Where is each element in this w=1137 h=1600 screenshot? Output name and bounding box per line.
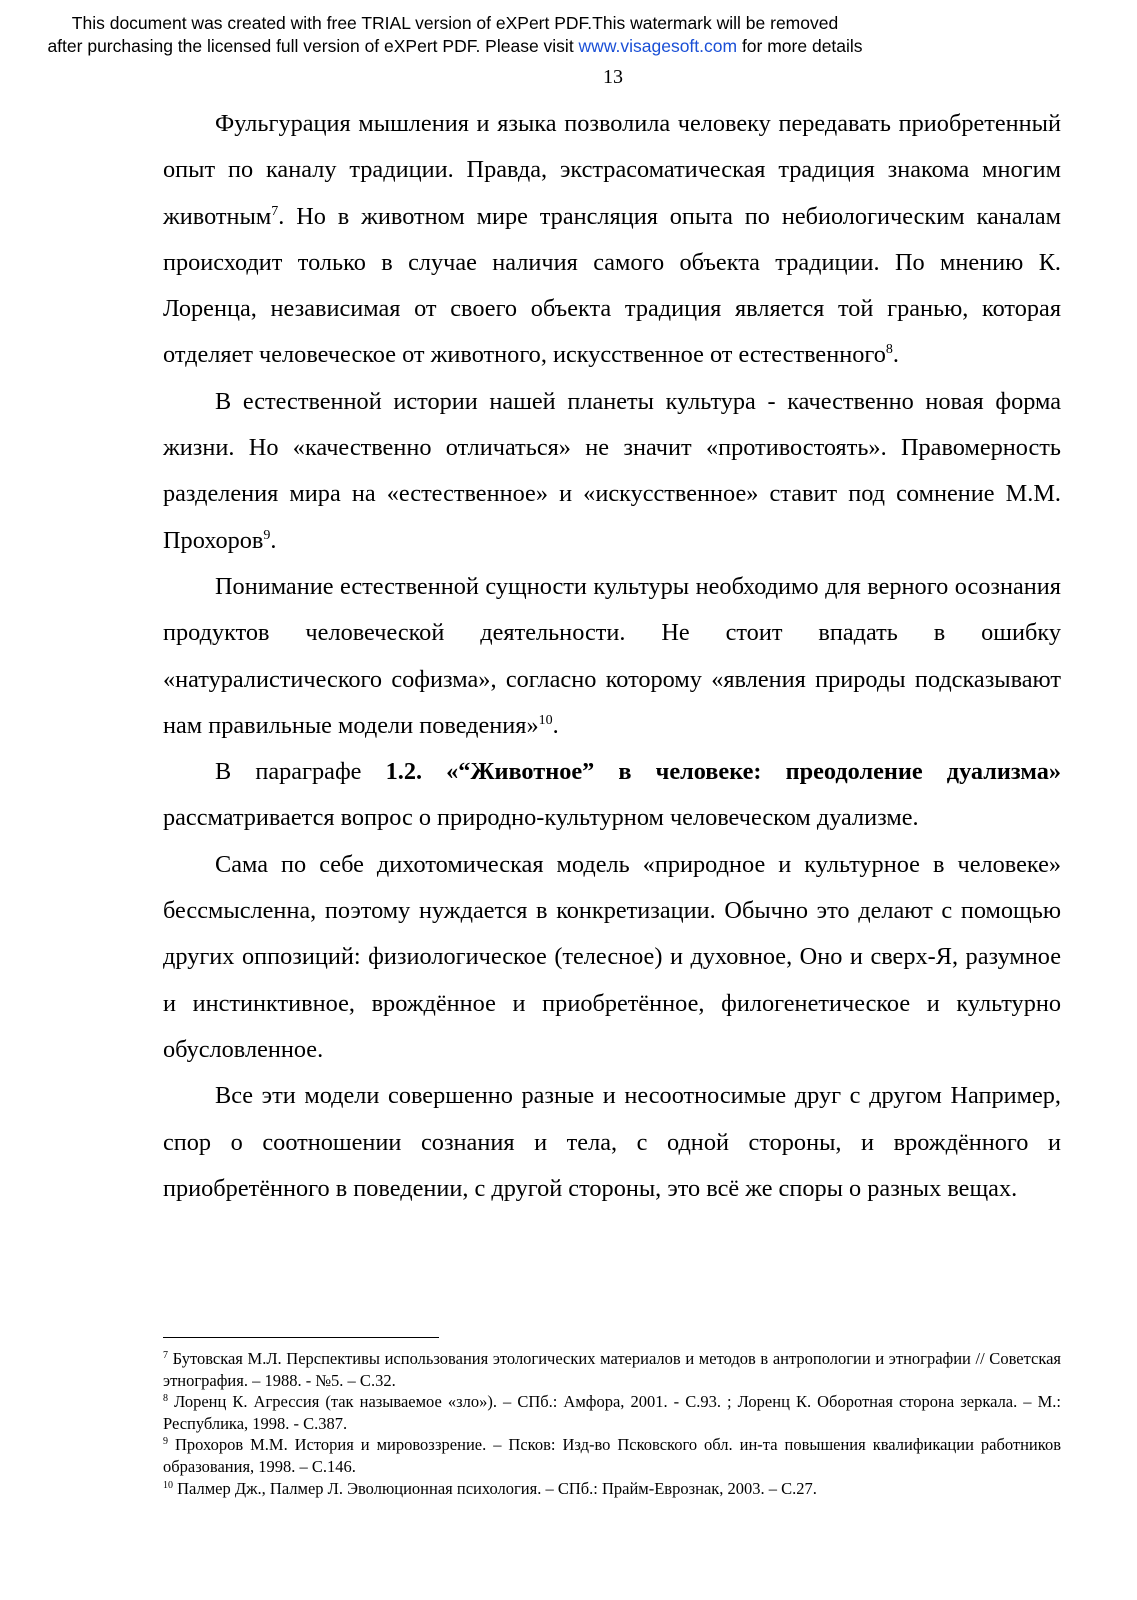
- section-reference-bold: 1.2. «“Животное” в человеке: преодоление дуализма»: [385, 758, 1061, 786]
- footnote-text: Палмер Дж., Палмер Л. Эволюционная психология. – СПб.: Прайм-Еврознак, 2003. – С.27.: [173, 1478, 817, 1498]
- footnote-text: Бутовская М.Л. Перспективы использования этологических материалов и методов в антропологии и этнографии // Советская этнография. – 1988. - №5. – С.32.: [163, 1349, 1061, 1390]
- footnote-item: [163, 1434, 1061, 1477]
- trial-watermark: [0, 12, 910, 58]
- footnote-number: 10: [163, 1479, 173, 1491]
- paragraph-6: Все эти модели совершенно разные и несоотносимые друг с другом Например, спор о соотношении сознания и тела, с одной стороны, и врождённого и приобретённого в поведении, с другой стороны, это всё же споры о разных вещах.: [163, 1082, 1061, 1202]
- footnote-ref-10: 10: [538, 712, 553, 728]
- footnote-number: 8: [163, 1393, 168, 1405]
- body-text: [163, 101, 1061, 1212]
- footnotes: [163, 1348, 1061, 1499]
- paragraph-3-text-b: .: [552, 711, 559, 739]
- paragraph-2: [163, 379, 1061, 564]
- paragraph-5: Сама по себе дихотомическая модель «природное и культурное в человеке» бессмысленна, поэтому нуждается в конкретизации. Обычно это делают с помощью других оппозиций: физиологическое (телесное) и духовное, Оно и сверх-Я, разумное и инстинктивное, врождённое и приобретённое, филогенетическое и культурно обусловленное.: [163, 850, 1061, 1063]
- watermark-line-1: This document was created with free TRIAL version of eXPert PDF.This watermark will be removed: [71, 13, 839, 33]
- footnote-item: [163, 1478, 1061, 1500]
- footnote-ref-9: 9: [263, 527, 271, 543]
- footnote-number: 9: [163, 1436, 168, 1448]
- footnote-ref-7: 7: [271, 203, 279, 219]
- paragraph-4: [163, 749, 1061, 842]
- watermark-line-2-prefix: after purchasing the licensed full version of eXPert PDF. Please visit: [47, 36, 579, 56]
- paragraph-1-text-b: . Но в животном мире трансляция опыта по небиологическим каналам происходит только в случае наличия самого объекта традиции. По мнению К. Лоренца, независимая от своего объекта традиция является той гранью, которая отделяет человеческое от животного, искусственное от естественного: [163, 202, 1061, 369]
- watermark-line-2: [0, 35, 910, 58]
- footnote-text: Лоренц К. Агрессия (так называемое «зло»). – СПб.: Амфора, 2001. - С.93. ; Лоренц К. Оборотная сторона зеркала. – М.: Республика, 1998. - С.387.: [163, 1392, 1061, 1433]
- paragraph-2-text-b: .: [270, 526, 277, 554]
- page-number: 13: [603, 66, 623, 88]
- footnote-number: 7: [163, 1350, 168, 1361]
- watermark-line-2-suffix: for more details: [737, 36, 863, 56]
- paragraph-1-text-a: Фульгурация мышления и языка позволила человеку передавать приобретенный опыт по каналу традиции. Правда, экстрасоматическая традиция знакома многим животным: [163, 110, 1061, 230]
- paragraph-3-text-a: Понимание естественной сущности культуры необходимо для верного осознания продуктов человеческой деятельности. Не стоит впадать в ошибку «натуралистического софизма», согласно которому «явления природы подсказывают нам правильные модели поведения»: [163, 572, 1061, 739]
- paragraph-1: [163, 101, 1061, 379]
- paragraph-2-text-a: В естественной истории нашей планеты культура - качественно новая форма жизни. Но «качественно отличаться» не значит «противостоять». Правомерность разделения мира на «естественное» и «искусственное» ставит под сомнение М.М. Прохоров: [163, 387, 1061, 554]
- watermark-link[interactable]: www.visagesoft.com: [578, 36, 738, 56]
- paragraph-4-text-a: В параграфе: [215, 758, 386, 786]
- footnote-text: Прохоров М.М. История и мировоззрение. – Псков: Изд-во Псковского обл. ин-та повышения квалификации работников образования, 1998. – С.146.: [163, 1435, 1061, 1476]
- paragraph-1-text-c: .: [892, 341, 899, 369]
- paragraph-3: [163, 564, 1061, 749]
- footnote-item: [163, 1348, 1061, 1391]
- footnote-ref-8: 8: [885, 342, 893, 358]
- paragraph-4-text-b: рассматривается вопрос о природно-культурном человеческом дуализме.: [163, 804, 919, 832]
- footnote-separator: [163, 1337, 439, 1338]
- footnote-item: [163, 1391, 1061, 1434]
